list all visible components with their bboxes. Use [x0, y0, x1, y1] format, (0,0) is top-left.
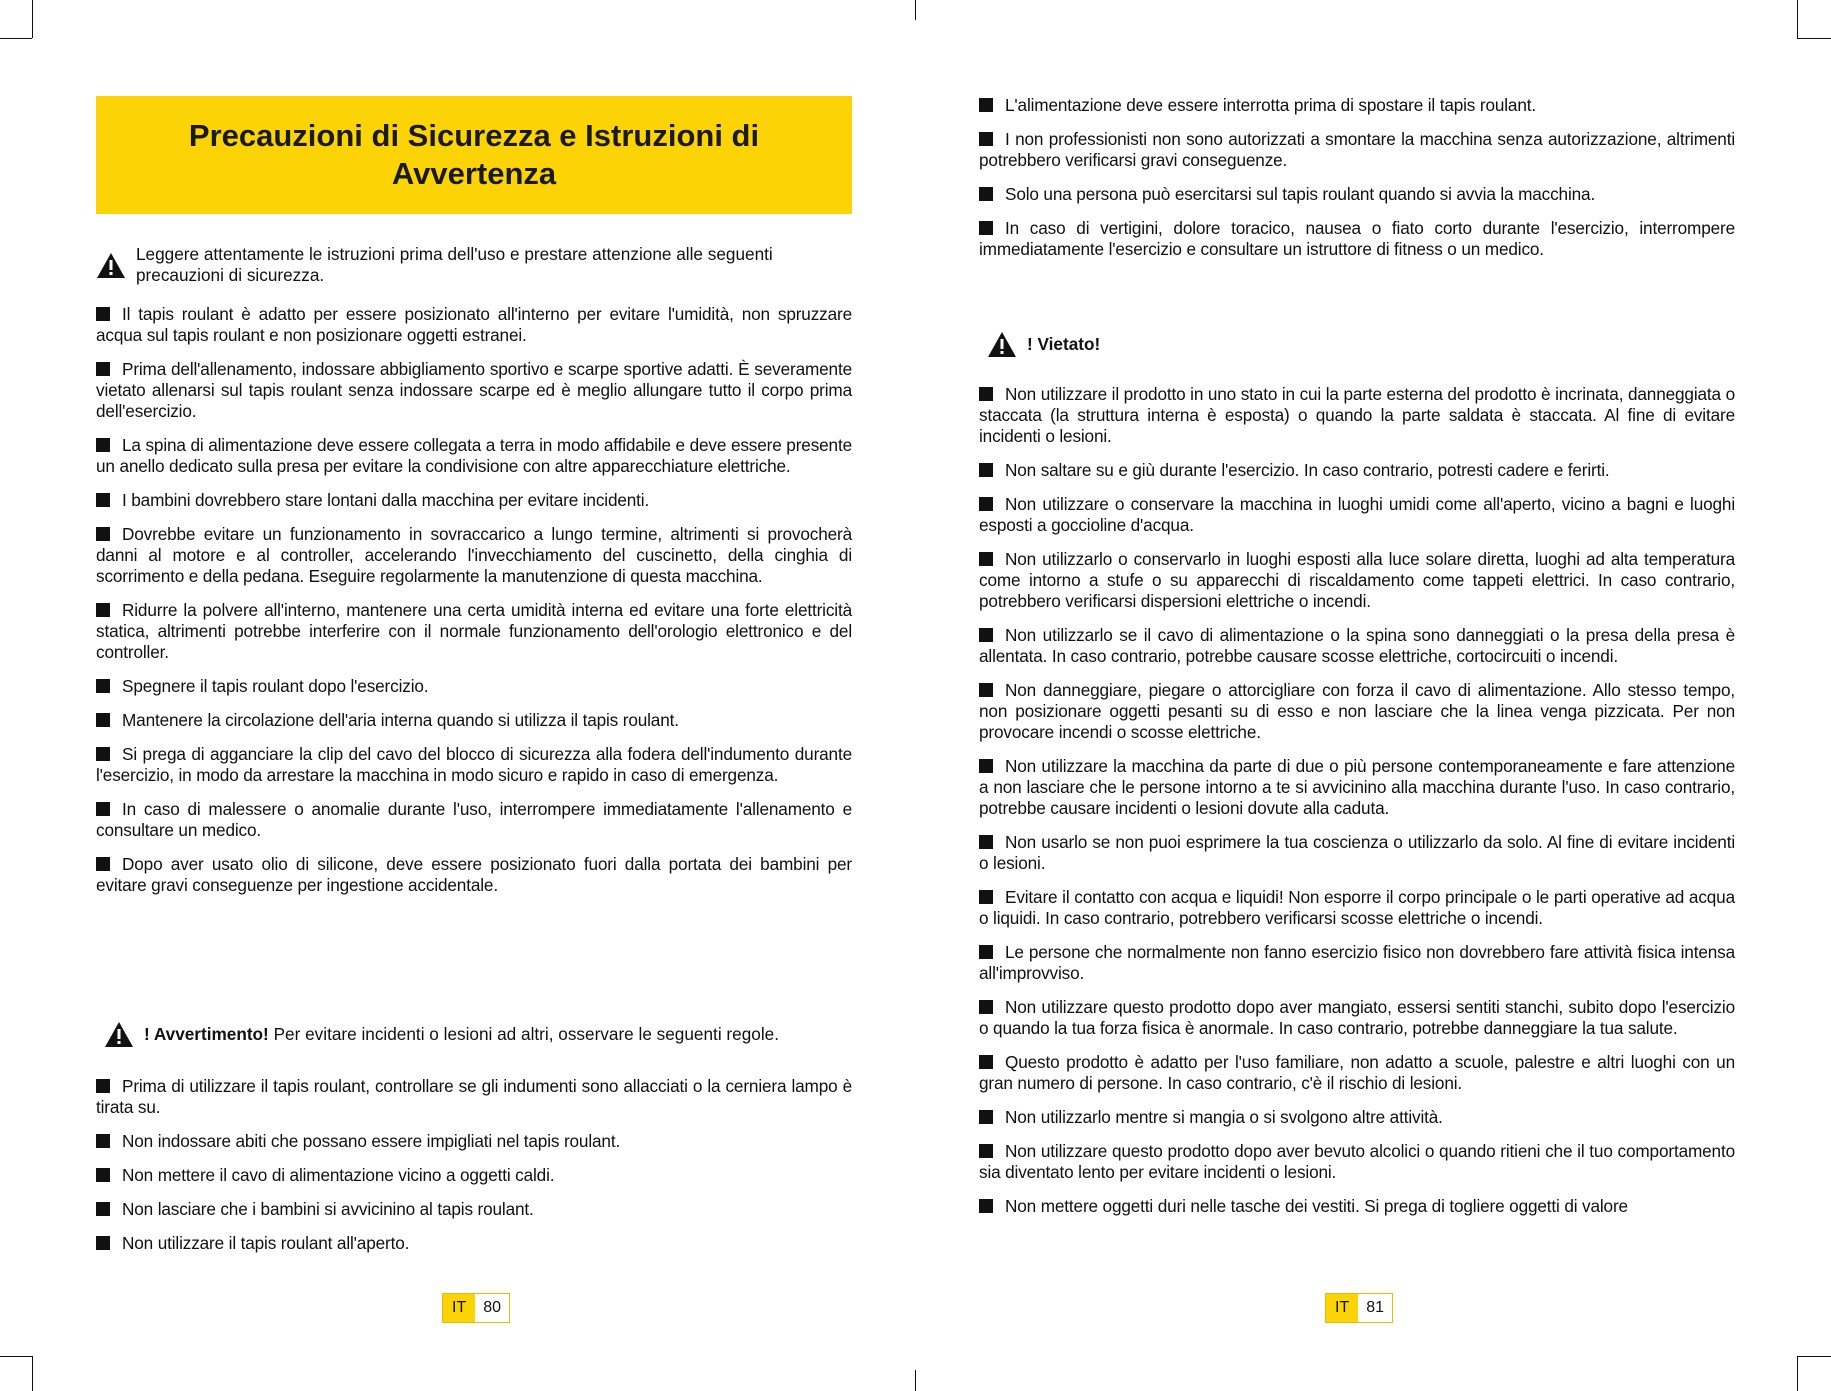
- forbidden-heading: ! Vietato!: [1027, 334, 1101, 354]
- forbidden-heading-block: [979, 334, 1735, 358]
- bullet-square-icon: [979, 497, 993, 511]
- list-item: Non mettere oggetti duri nelle tasche dei vestiti. Si prega di togliere oggetti di valore: [979, 1196, 1735, 1217]
- bullet-square-icon: [979, 890, 993, 904]
- list-item: Solo una persona può esercitarsi sul tapis roulant quando si avvia la macchina.: [979, 184, 1735, 205]
- page-number: 80: [475, 1294, 509, 1322]
- top-list: [979, 95, 1735, 273]
- intro-block: [96, 244, 852, 286]
- warning-triangle-icon: [104, 1021, 134, 1048]
- list-item: I bambini dovrebbero stare lontani dalla macchina per evitare incidenti.: [96, 490, 852, 511]
- bullet-square-icon: [979, 1055, 993, 1069]
- list-item: Questo prodotto è adatto per l'uso familiare, non adatto a scuole, palestre e altri luoghi con un gran numero di persone. In caso contrario, c'è il rischio di lesioni.: [979, 1052, 1735, 1093]
- bullet-square-icon: [96, 307, 110, 321]
- warning-list: [96, 1076, 852, 1267]
- footer-lang: IT: [1326, 1294, 1358, 1322]
- bullet-square-icon: [96, 802, 110, 816]
- bullet-square-icon: [96, 747, 110, 761]
- bullet-square-icon: [96, 527, 110, 541]
- forbidden-note: [979, 334, 1735, 358]
- bullet-square-icon: [979, 463, 993, 477]
- bullet-square-icon: [96, 603, 110, 617]
- bullet-square-icon: [979, 221, 993, 235]
- list-item: L'alimentazione deve essere interrotta prima di spostare il tapis roulant.: [979, 95, 1735, 116]
- list-item: Non lasciare che i bambini si avvicinino al tapis roulant.: [96, 1199, 852, 1220]
- bullet-square-icon: [979, 1000, 993, 1014]
- crop-mark: [32, 1356, 33, 1391]
- crop-mark: [1797, 1356, 1798, 1391]
- bullet-square-icon: [979, 387, 993, 401]
- list-item: Non usarlo se non puoi esprimere la tua coscienza o utilizzarlo da solo. Al fine di evitare incidenti o lesioni.: [979, 832, 1735, 873]
- list-item: Spegnere il tapis roulant dopo l'esercizio.: [96, 676, 852, 697]
- crop-mark: [0, 1356, 32, 1357]
- bullet-square-icon: [979, 759, 993, 773]
- bullet-square-icon: [96, 1134, 110, 1148]
- footer-lang: IT: [443, 1294, 475, 1322]
- bullet-square-icon: [96, 1236, 110, 1250]
- safety-list: [96, 304, 852, 909]
- list-item: Non utilizzarlo mentre si mangia o si svolgono altre attività.: [979, 1107, 1735, 1128]
- list-item: Non saltare su e giù durante l'esercizio. In caso contrario, potresti cadere e ferirti.: [979, 460, 1735, 481]
- list-item: Non danneggiare, piegare o attorcigliare con forza il cavo di alimentazione. Allo stesso tempo, non posizionare oggetti pesanti su di esso e non lasciare che la linea venga pizzicata. Per non provocare incendi o scosse elettriche.: [979, 680, 1735, 742]
- list-item: Non utilizzare il prodotto in uno stato in cui la parte esterna del prodotto è incrinata, danneggiata o staccata (la struttura interna è esposta) o quando la parte saldata è staccata. Al fine di evitare incidenti o lesioni.: [979, 384, 1735, 446]
- bullet-square-icon: [96, 679, 110, 693]
- bullet-square-icon: [979, 187, 993, 201]
- list-item: Mantenere la circolazione dell'aria interna quando si utilizza il tapis roulant.: [96, 710, 852, 731]
- bullet-square-icon: [96, 1202, 110, 1216]
- list-item: Non mettere il cavo di alimentazione vicino a oggetti caldi.: [96, 1165, 852, 1186]
- crop-mark: [1797, 38, 1831, 39]
- list-item: Si prega di agganciare la clip del cavo del blocco di sicurezza alla fodera dell'indumento durante l'esercizio, in modo da arrestare la macchina in modo sicuro e rapido in caso di emergenza.: [96, 744, 852, 785]
- list-item: La spina di alimentazione deve essere collegata a terra in modo affidabile e deve essere presente un anello dedicato sulla presa per evitare la condivisione con altre apparecchiature elettriche.: [96, 435, 852, 476]
- bullet-square-icon: [979, 628, 993, 642]
- warning-heading-block: [96, 1024, 852, 1048]
- page-footer: [1325, 1293, 1393, 1323]
- bullet-square-icon: [979, 683, 993, 697]
- list-item: Non indossare abiti che possano essere impigliati nel tapis roulant.: [96, 1131, 852, 1152]
- bullet-square-icon: [979, 1110, 993, 1124]
- list-item: Le persone che normalmente non fanno esercizio fisico non dovrebbero fare attività fisica intensa all'improvviso.: [979, 942, 1735, 983]
- list-item: Non utilizzare il tapis roulant all'aperto.: [96, 1233, 852, 1254]
- crop-mark: [915, 1370, 916, 1391]
- bullet-square-icon: [979, 552, 993, 566]
- bullet-square-icon: [96, 362, 110, 376]
- intro-note: [96, 244, 852, 286]
- page-footer: [442, 1293, 510, 1323]
- bullet-square-icon: [96, 713, 110, 727]
- crop-mark: [1797, 0, 1798, 38]
- warning-text: Per evitare incidenti o lesioni ad altri, osservare le seguenti regole.: [268, 1024, 779, 1044]
- list-item: Evitare il contatto con acqua e liquidi! Non esporre il corpo principale o le parti operative ad acqua o liquidi. In caso contrario, potrebbero verificarsi scosse elettriche o incendi.: [979, 887, 1735, 928]
- bullet-square-icon: [979, 1199, 993, 1213]
- list-item: Prima di utilizzare il tapis roulant, controllare se gli indumenti sono allacciati o la cerniera lampo è tirata su.: [96, 1076, 852, 1117]
- bullet-square-icon: [979, 98, 993, 112]
- bullet-square-icon: [979, 945, 993, 959]
- crop-mark: [32, 0, 33, 38]
- bullet-square-icon: [979, 1144, 993, 1158]
- bullet-square-icon: [979, 132, 993, 146]
- bullet-square-icon: [96, 1079, 110, 1093]
- list-item: Non utilizzare o conservare la macchina in luoghi umidi come all'aperto, vicino a bagni e luoghi esposti a goccioline d'acqua.: [979, 494, 1735, 535]
- list-item: Dovrebbe evitare un funzionamento in sovraccarico a lungo termine, altrimenti si provocherà danni al motore e al controller, accelerando l'invecchiamento del cuscinetto, della cinghia di scorrimento e della pedana. Eseguire regolarmente la manutenzione di questa macchina.: [96, 524, 852, 586]
- warning-triangle-icon: [987, 331, 1017, 358]
- title-banner: [96, 96, 852, 214]
- bullet-square-icon: [979, 835, 993, 849]
- forbidden-list: [979, 384, 1735, 1230]
- crop-mark: [1797, 1356, 1831, 1357]
- list-item: Non utilizzare la macchina da parte di due o più persone contemporaneamente e fare attenzione a non lasciare che le persone intorno a te si avvicinino alla macchina durante l'uso. In caso contrario, potrebbe causare incidenti o lesioni dovute alla caduta.: [979, 756, 1735, 818]
- intro-text: Leggere attentamente le istruzioni prima dell'uso e prestare attenzione alle seguenti precauzioni di sicurezza.: [136, 244, 773, 285]
- list-item: In caso di malessere o anomalie durante l'uso, interrompere immediatamente l'allenamento e consultare un medico.: [96, 799, 852, 840]
- list-item: Dopo aver usato olio di silicone, deve essere posizionato fuori dalla portata dei bambini per evitare gravi conseguenze per ingestione accidentale.: [96, 854, 852, 895]
- list-item: Non utilizzarlo se il cavo di alimentazione o la spina sono danneggiati o la presa della presa è allentata. In caso contrario, potrebbe causare scosse elettriche, cortocircuiti o incendi.: [979, 625, 1735, 666]
- list-item: Ridurre la polvere all'interno, mantenere una certa umidità interna ed evitare una forte elettricità statica, altrimenti potrebbe interferire con il normale funzionamento dell'orologio elettronico e del controller.: [96, 600, 852, 662]
- crop-mark: [915, 0, 916, 20]
- warning-note: [96, 1024, 852, 1048]
- list-item: I non professionisti non sono autorizzati a smontare la macchina senza autorizzazione, altrimenti potrebbero verificarsi gravi conseguenze.: [979, 129, 1735, 170]
- bullet-square-icon: [96, 1168, 110, 1182]
- warning-heading: ! Avvertimento!: [144, 1024, 269, 1044]
- page-number: 81: [1358, 1294, 1392, 1322]
- list-item: Non utilizzare questo prodotto dopo aver bevuto alcolici o quando ritieni che il tuo comportamento sia diventato lento per evitare incidenti o lesioni.: [979, 1141, 1735, 1182]
- list-item: Il tapis roulant è adatto per essere posizionato all'interno per evitare l'umidità, non spruzzare acqua sul tapis roulant e non posizionare oggetti estranei.: [96, 304, 852, 345]
- list-item: In caso di vertigini, dolore toracico, nausea o fiato corto durante l'esercizio, interrompere immediatamente l'esercizio e consultare un istruttore di fitness o un medico.: [979, 218, 1735, 259]
- crop-mark: [0, 38, 32, 39]
- page-title: Precauzioni di Sicurezza e Istruzioni di Avvertenza: [188, 118, 760, 191]
- bullet-square-icon: [96, 493, 110, 507]
- list-item: Non utilizzarlo o conservarlo in luoghi esposti alla luce solare diretta, luoghi ad alta temperatura come intorno a stufe o su apparecchi di riscaldamento come tappeti elettrici. In caso contrario, potrebbero verificarsi dispersioni elettriche o incendi.: [979, 549, 1735, 611]
- list-item: Prima dell'allenamento, indossare abbigliamento sportivo e scarpe sportive adatti. È severamente vietato allenarsi sul tapis roulant senza indossare scarpe ed è meglio allungare tutto il corpo prima dell'esercizio.: [96, 359, 852, 421]
- bullet-square-icon: [96, 857, 110, 871]
- warning-triangle-icon: [96, 252, 126, 279]
- bullet-square-icon: [96, 438, 110, 452]
- list-item: Non utilizzare questo prodotto dopo aver mangiato, essersi sentiti stanchi, subito dopo l'esercizio o quando la tua forza fisica è anormale. In caso contrario, potrebbe danneggiare la tua salute.: [979, 997, 1735, 1038]
